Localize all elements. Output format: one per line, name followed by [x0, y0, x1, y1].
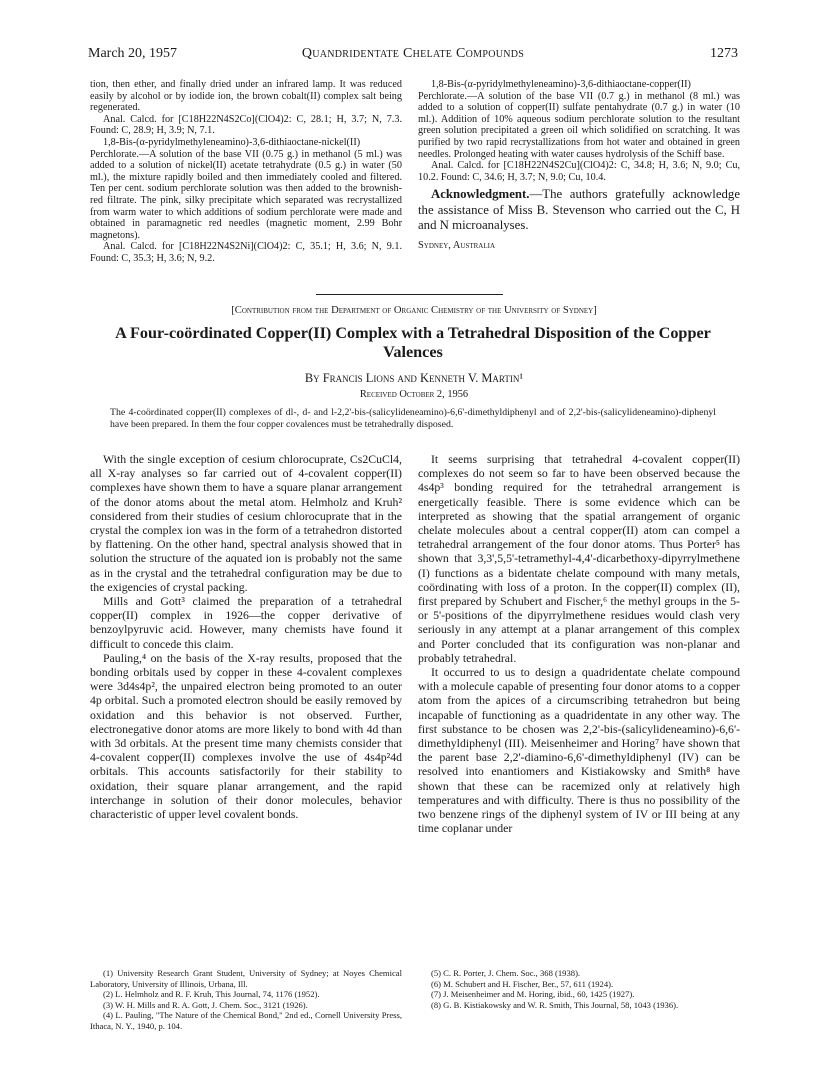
footnote: (7) J. Meisenheimer and M. Horing, ibid., 60, 1425 (1927).	[431, 989, 635, 1000]
analysis-line: Anal. Calcd. for [C18H22N4S2Co](ClO4)2: C, 28.1; H, 3.7; N, 7.3. Found: C, 28.9; H, 3.9; N, 7.1.	[90, 113, 402, 137]
body-paragraph: Pauling,⁴ on the basis of the X-ray results, proposed that the bonding orbitals used by copper in these 4-covalent complexes were 3d4s4p², the unpaired electron being promoted to an outer 4p orbital. Such a promoted electron should be easily removed by oxidation and this behavior is not observed. Further, electronegative donor atoms are more likely to bond with 4d than with 3d orbitals. At the present time many chemists consider that 4-covalent copper(II) complexes involve the use of 4s4p²4d orbitals. This accounts satisfactorily for their stability to oxidation, their square planar arrangement, and the rapid interchange in solution of their donor molecules, behavior characteristic of upper level covalent bonds.	[90, 650, 402, 822]
footnote: (3) W. H. Mills and R. A. Gott, J. Chem. Soc., 3121 (1926).	[103, 999, 308, 1010]
article-title: A Four-coördinated Copper(II) Complex with a Tetrahedral Disposition of the Copper Valences	[115, 324, 711, 361]
footnotes-right	[418, 968, 740, 1010]
body-paragraph: It occurred to us to design a quadridentate chelate compound with a molecule capable of presenting four donor atoms to a copper atom from the apices of a circumscribing tetrahedron but being incapable of functioning as a quadridentate in any other way. The first substance to be chosen was 2,2'-bis-(salicylideneamino)-6,6'-dimethyldiphenyl (III). Meisenheimer and Horing⁷ have shown that the parent base 2,2'-diamino-6,6'-dimethyldiphenyl (IV) can be resolved into enantiomers and Kistiakowsky and Smith⁸ have shown that these can be racemized only at relatively high temperatures and with difficulty. There is thus no possibility of the two benzene rings of the diphenyl system of IV or III being at any time coplanar under	[418, 665, 740, 836]
footnote: (4) L. Pauling, "The Nature of the Chemical Bond," 2nd ed., Cornell University Press, Ithaca, N. Y., 1940, p. 104.	[90, 1010, 402, 1031]
analysis-line: Anal. Calcd. for [C18H22N4S2Ni](ClO4)2: C, 35.1; H, 3.6; N, 9.1. Found: C, 35.3; H, 3.6; N, 9.2.	[90, 241, 402, 264]
header-page-number: 1273	[710, 46, 738, 61]
acknowledgment-heading: Acknowledgment.	[431, 187, 530, 202]
abstract-text: The 4-coördinated copper(II) complexes of dl-, d- and l-2,2'-bis-(salicylideneamino)-6,6'-dimethyldiphenyl and of 2,2'-bis-(salicylideneamino)-diphenyl have been prepared. In them the four copper covalences must be tetrahedrally disposed.	[110, 407, 716, 430]
experimental-paragraph: tion, then ether, and finally dried under an infrared lamp. It was reduced easily by alcohol or by iodide ion, the brown cobalt(II) complex salt being regenerated.	[90, 79, 402, 114]
experimental-paragraph: 1,8-Bis-(α-pyridylmethyleneamino)-3,6-dithiaoctane-nickel(II) Perchlorate.—A solution of the base VII (0.75 g.) in methanol (5 ml.) was added to a solution of nickel(II) acetate tetrahydrate (0.5 g.) in water (50 ml.), the mixture rapidly boiled and then immediately cooled and filtered. Ten per cent. sodium perchlorate solution was then added to the brownish-red filtrate. The pink, silky precipitate which separated was recrystallized from warm water to which additions of sodium perchlorate were made and obtained in paramagnetic red needles (magnetic moment, 2.99 Bohr magnetons).	[90, 136, 402, 241]
article-byline: By Francis Lions and Kenneth V. Martin¹	[304, 371, 524, 385]
signature-location: Sydney, Australia	[418, 239, 496, 251]
footnote: (5) C. R. Porter, J. Chem. Soc., 368 (1938).	[431, 968, 581, 978]
body-right-column	[418, 452, 740, 835]
body-paragraph: Mills and Gott³ claimed the preparation of a tetrahedral copper(II) complex in 1926—the copper derivative of benzoylpyruvic acid. However, many chemists have found it difficult to concede this claim.	[90, 594, 402, 651]
footnote: (8) G. B. Kistiakowsky and W. R. Smith, This Journal, 58, 1043 (1936).	[431, 999, 679, 1010]
received-date: Received October 2, 1956	[359, 389, 469, 400]
experimental-left-column	[90, 79, 402, 265]
analysis-line: Anal. Calcd. for [C18H22N4S2Cu](ClO4)2: C, 34.8; H, 3.6; N, 9.0; Cu, 10.2. Found: C, 34.6; H, 3.7; N, 9.0; Cu, 10.4.	[418, 160, 740, 183]
abstract	[110, 407, 716, 430]
contribution-line: [Contribution from the Department of Organic Chemistry of the University of Sydney]	[231, 305, 597, 316]
footnote: (1) University Research Grant Student, University of Sydney; at Noyes Chemical Laboratory, University of Illinois, Urbana, Ill.	[90, 968, 402, 989]
running-header	[88, 46, 738, 64]
body-left-column	[90, 452, 402, 821]
acknowledgment	[418, 187, 740, 233]
acknowledgment-text: —The authors gratefully acknowledge the assistance of Miss B. Stevenson who carried out the C, H and N microanalyses.	[418, 187, 740, 232]
header-date: March 20, 1957	[88, 46, 178, 61]
section-divider	[316, 294, 503, 295]
experimental-paragraph: 1,8-Bis-(α-pyridylmethyleneamino)-3,6-dithiaoctane-copper(II) Perchlorate.—A solution of the base VII (0.7 g.) in methanol (8 ml.) was added to a solution of copper(II) sulfate pentahydrate (0.7 g.) in water (10 ml.). Addition of 10% aqueous sodium perchlorate solution to the resultant green solution precipitated a green oil which solidified on scratching. It was purified by two rapid recrystallizations from hot water and obtained in green needles. Prolonged heating with water causes hydrolysis of the Schiff base.	[418, 79, 740, 160]
footnote: (2) L. Helmholz and R. F. Kruh, This Journal, 74, 1176 (1952).	[103, 989, 320, 1000]
body-paragraph: With the single exception of cesium chlorocuprate, Cs2CuCl4, all X-ray analyses so far carried out of 4-covalent copper(II) complexes have shown them to have a square planar arrangement of the donor atoms about the metal atom. Helmholz and Kruh² considered from their studies of cesium chlorocuprate that in the crystal the complex ion was in the form of a tetrahedron distorted by flattening. On the other hand, spectral analysis showed that in solution the structure of the aquated ion is probably not the same as in the crystal and the tetrahedral configuration may be due to the exigencies of crystal packing.	[90, 452, 402, 594]
body-paragraph: It seems surprising that tetrahedral 4-covalent copper(II) complexes do not seem so far to have been observed because the 4s4p³ bonding required for the tetrahedral arrangement is energetically feasible. There is some evidence which can be interpreted as showing that the spatial arrangement of organic chelate molecules about a central copper(II) atom can compel a tetrahedral arrangement of the four donor atoms. Thus Porter⁵ has shown that 3,3',5,5'-tetramethyl-4,4'-dicarbethoxy-dipyrrylmethene (I) functions as a bidentate chelate compound with many metals, coördinating with loss of a proton. In the copper(II) complex (II), first prepared by Schubert and Fischer,⁶ the methyl groups in the 5- or 5'-positions of the dipyrrylmethene residues would clash very seriously in any attempt at a planar arrangement of this complex and Porter concluded that its configuration was non-planar and probably tetrahedral.	[418, 452, 740, 665]
footnotes-left	[90, 968, 402, 1032]
header-running-title: Quandridentate Chelate Compounds	[301, 46, 525, 61]
footnote: (6) M. Schubert and H. Fischer, Ber., 57, 611 (1924).	[431, 978, 614, 989]
experimental-right-column	[418, 79, 740, 252]
